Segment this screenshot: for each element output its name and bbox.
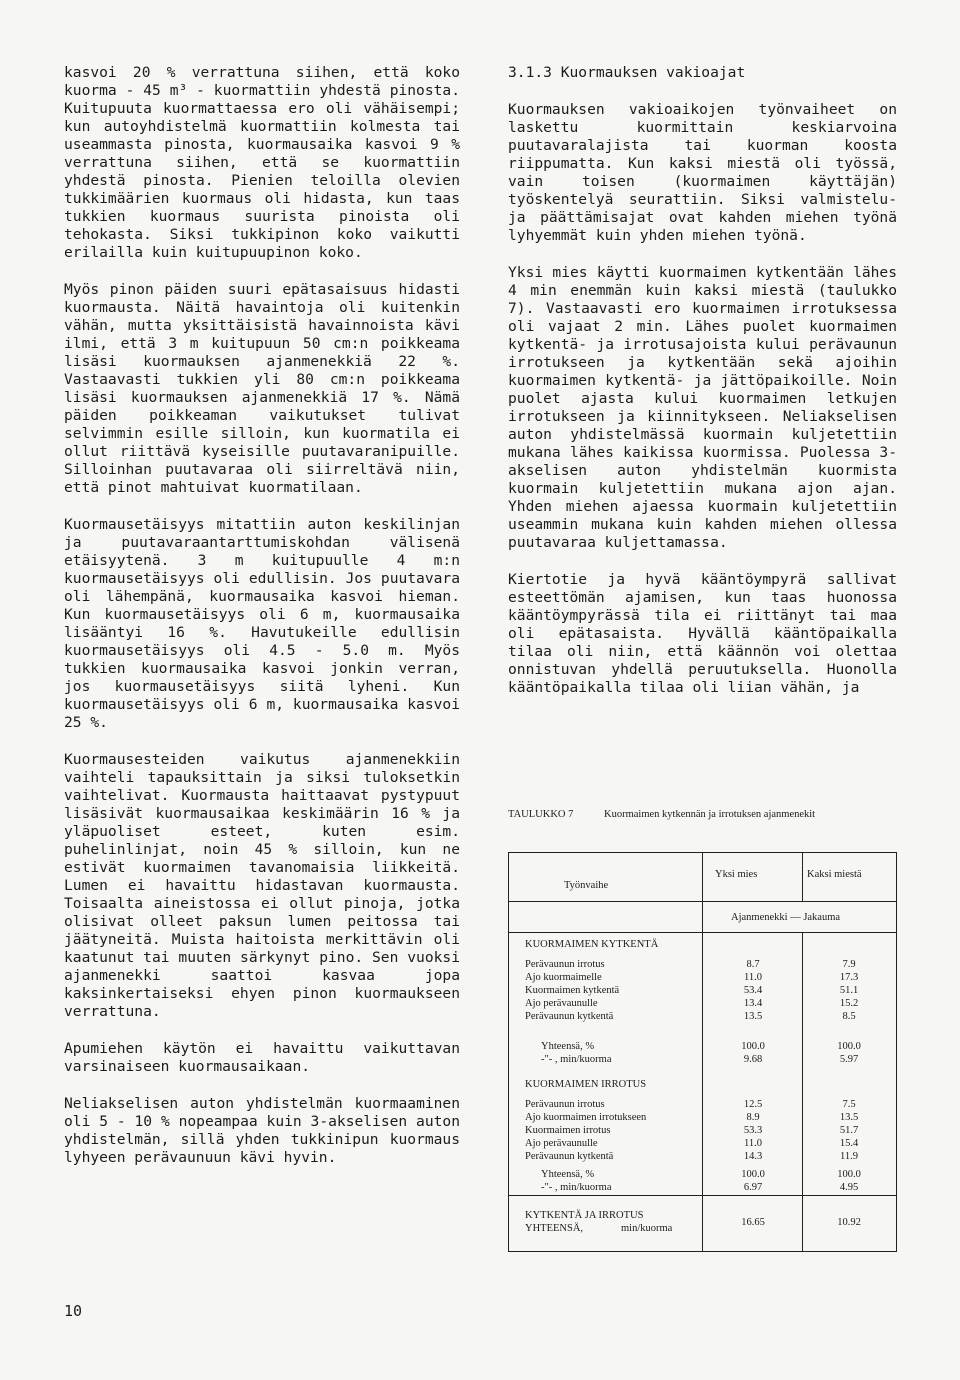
right-column <box>508 64 897 716</box>
section-heading: 3.1.3 Kuormauksen vakioajat <box>508 64 746 81</box>
row-label: Perävaunun kytkentä <box>525 1011 614 1022</box>
left-column <box>64 64 460 1186</box>
section-title: KUORMAIMEN IRROTUS <box>525 1079 647 1090</box>
cell-value: 10.92 <box>837 1217 861 1228</box>
total-label: Yhteensä, % <box>541 1041 595 1052</box>
cell-value: 13.5 <box>743 1011 763 1022</box>
cell-value: 51.7 <box>839 1125 859 1136</box>
cell-value: 100.0 <box>837 1169 861 1180</box>
cell-value: 16.65 <box>741 1217 765 1228</box>
paragraph: Apumiehen käytön ei havaittu vaikuttavan varsinaiseen kuormausaikaan. <box>64 1040 460 1075</box>
table-title: Kuormaimen kytkennän ja irrotuksen ajanmenekit <box>604 809 816 820</box>
cell-value: 4.95 <box>839 1182 859 1193</box>
cell-value: 100.0 <box>837 1041 861 1052</box>
total-label: Yhteensä, % <box>541 1169 595 1180</box>
paragraph: Kiertotie ja hyvä kääntöympyrä sallivat esteettömän ajamisen, kun taas huonossa kääntöympyrässä tila ei riittänyt tai maa oli epätasaista. Hyvällä kääntöpaikalla tilaa oli niin, että käännön voi olettaa onnistuvan yhdellä peruutuksella. Huonolla kääntöpaikalla tilaa oli liian vähän, ja <box>508 571 897 696</box>
header-tyonvaihe: Työnvaihe <box>564 880 609 891</box>
cell-value: 53.4 <box>743 985 763 996</box>
cell-value: 12.5 <box>743 1099 763 1110</box>
row-label: Kuormaimen irrotus <box>525 1125 611 1136</box>
paragraph: Myös pinon päiden suuri epätasaisuus hidasti kuormausta. Näitä havaintoja oli kuitenkin vähän, mutta yksittäisistä havainnoista kävi ilmi, että 3 m kuitupuun 50 cm:n poikkeama lisäsi kuormauksen ajanmenekkiä 22 %. Vastaavasti tukkien yli 80 cm:n poikkeama lisäsi kuormauksen ajanmenekkiä 17 %. Nämä päiden poikkeaman vaikutukset tulivat selvimmin esille silloin, kun kuormatila ei ollut riittävä kyseisille puutavaranipuille. Silloinhan puutavaraa oli siirreltävä niin, että pinot mahtuivat kuormatilaan. <box>64 281 460 496</box>
per-min-label: -"- , min/kuorma <box>541 1182 612 1193</box>
data-table <box>508 852 897 1252</box>
cell-value: 14.3 <box>743 1151 763 1162</box>
cell-value: 5.97 <box>839 1054 859 1065</box>
paragraph: Kuormauksen vakioaikojen työnvaiheet on laskettu kuormittain keskiarvoina puutavaralajista tai kuorman koosta riippumatta. Kun kaksi miestä oli työssä, vain toisen (kuormaimen käyttäjän) työskentelyä seurattiin. Siksi valmistelu- ja päättämisajat ovat kahden miehen työnä lyhyemmät kuin yhden miehen työnä. <box>508 101 897 244</box>
row-label: Kuormaimen kytkentä <box>525 985 620 996</box>
header-one-man: Yksi mies <box>715 869 758 880</box>
cell-value: 13.4 <box>743 998 763 1009</box>
header-two-men: Kaksi miestä <box>807 869 862 880</box>
paragraph: Yksi mies käytti kuormaimen kytkentään lähes 4 min enemmän kuin kaksi miestä (taulukko 7). Vastaavasti ero kuormaimen irrotuksessa oli vajaat 2 min. Lähes puolet kuormaimen kytkentä- ja irrotusajoista kului perävaunun irrotukseen ja kytkentään sekä ajoihin kuormaimen kytkentä- ja jättöpaikoille. Noin puolet ajasta kului kuormaimen letkujen irrotukseen ja kiinnitykseen. Neliakselisen auton yhdistelmässä kuormain kuljetettiin mukana lähes kaikissa kuormissa. Puolessa 3-akselisen auton yhdistelmän kuormista kuormain kuljetettiin mukana ajon ajan. Yhden miehen ajaessa kuormain kuljetettiin useammin mukana kuin kahden miehen ollessa puutavaraa kuljettamassa. <box>508 264 897 551</box>
cell-value: 11.9 <box>840 1151 858 1162</box>
row-label: Perävaunun irrotus <box>525 959 605 970</box>
cell-value: 13.5 <box>839 1112 859 1123</box>
table-label: TAULUKKO 7 <box>508 809 574 820</box>
row-label: Ajo perävaunulle <box>525 1138 598 1149</box>
row-label: Perävaunun kytkentä <box>525 1151 614 1162</box>
subheader-ajanmenekki: Ajanmenekki — Jakauma <box>731 912 841 923</box>
cell-value: 8.9 <box>746 1112 760 1123</box>
grand-total-label-2: YHTEENSÄ, <box>525 1223 584 1234</box>
paragraph: kasvoi 20 % verrattuna siihen, että koko kuorma - 45 m³ - kuormattiin yhdestä pinosta. Kuitupuuta kuormattaessa ero oli vähäisempi; kun autoyhdistelmä kuormattiin kolmesta tai useammasta pinosta, kuormausaika kasvoi 9 % verrattuna siihen, että se kuormattiin yhdestä pinosta. Pienien teloilla olevien tukkimäärien kuormaus oli hidasta, kun taas tukkien kuormaus suurista pinoista oli tehokasta. Siksi tukkipinon koko vaikutti erilailla kuin kuitupuupinon koko. <box>64 64 460 261</box>
paragraph: Kuormausesteiden vaikutus ajanmenekkiin vaihteli tapauksittain ja siksi tuloksetkin vaihtelivat. Kuormausta haittaavat pystypuut lisäsivät kuormausaikaa keskimäärin 16 % ja yläpuoliset esteet, kuten esim. puhelinlinjat, noin 45 % silloin, kun ne estivät kuormaimen tavanomaisia liikkeitä. Lumen ei havaittu hidastavan kuormausta. Toisaalta aineistossa ei ollut pinoja, jotka olisivat olleet paksun lumen peitossa tai jäätyneitä. Muista haitoista merkittävin oli kaatunut tai muuten särkynyt pino. Sen vuoksi ajanmenekki saattoi kasvaa jopa kaksinkertaiseksi ehyen pinon kuormaukseen verrattuna. <box>64 751 460 1020</box>
cell-value: 11.0 <box>744 1138 762 1149</box>
cell-value: 15.4 <box>839 1138 859 1149</box>
row-label: Ajo kuormaimelle <box>525 972 602 983</box>
cell-value: 15.2 <box>839 998 859 1009</box>
grand-total-label: KYTKENTÄ JA IRROTUS <box>525 1210 644 1221</box>
cell-value: 8.5 <box>842 1011 856 1022</box>
row-label: Ajo perävaunulle <box>525 998 598 1009</box>
cell-value: 7.9 <box>842 959 856 970</box>
paragraph: Neliakselisen auton yhdistelmän kuormaaminen oli 5 - 10 % nopeampaa kuin 3-akselisen auton yhdistelmän, sillä yhden tukkinipun kuormaus lyhyeen perävaunuun kävi hyvin. <box>64 1095 460 1166</box>
cell-value: 53.3 <box>743 1125 763 1136</box>
cell-value: 17.3 <box>839 972 859 983</box>
cell-value: 100.0 <box>741 1041 765 1052</box>
cell-value: 8.7 <box>746 959 760 970</box>
cell-value: 7.5 <box>842 1099 856 1110</box>
cell-value: 11.0 <box>744 972 762 983</box>
per-min-label: -"- , min/kuorma <box>541 1054 612 1065</box>
cell-value: 6.97 <box>743 1182 763 1193</box>
row-label: Perävaunun irrotus <box>525 1099 605 1110</box>
cell-value: 51.1 <box>839 985 859 996</box>
grand-total-unit: min/kuorma <box>621 1223 673 1234</box>
section-title: KUORMAIMEN KYTKENTÄ <box>525 939 659 950</box>
page-number: 10 <box>64 1302 83 1320</box>
row-label: Ajo kuormaimen irrotukseen <box>525 1112 647 1123</box>
cell-value: 100.0 <box>741 1169 765 1180</box>
paragraph: Kuormausetäisyys mitattiin auton keskilinjan ja puutavaraantarttumiskohdan välisenä etäisyytenä. 3 m kuitupuulle 4 m:n kuormausetäisyys oli edullisin. Jos puutavara oli lähempänä, kuormausaika kasvoi hieman. Kun kuormausetäisyys oli 6 m, kuormausaika lisääntyi 16 %. Havutukeille edullisin kuormausetäisyys oli 4.5 - 5.0 m. Myös tukkien kuormausaika kasvoi jonkin verran, jos kuormausetäisyys siitä lyheni. Kun kuormausetäisyys oli 6 m, kuormausaika kasvoi 25 %. <box>64 516 460 731</box>
cell-value: 9.68 <box>743 1054 763 1065</box>
